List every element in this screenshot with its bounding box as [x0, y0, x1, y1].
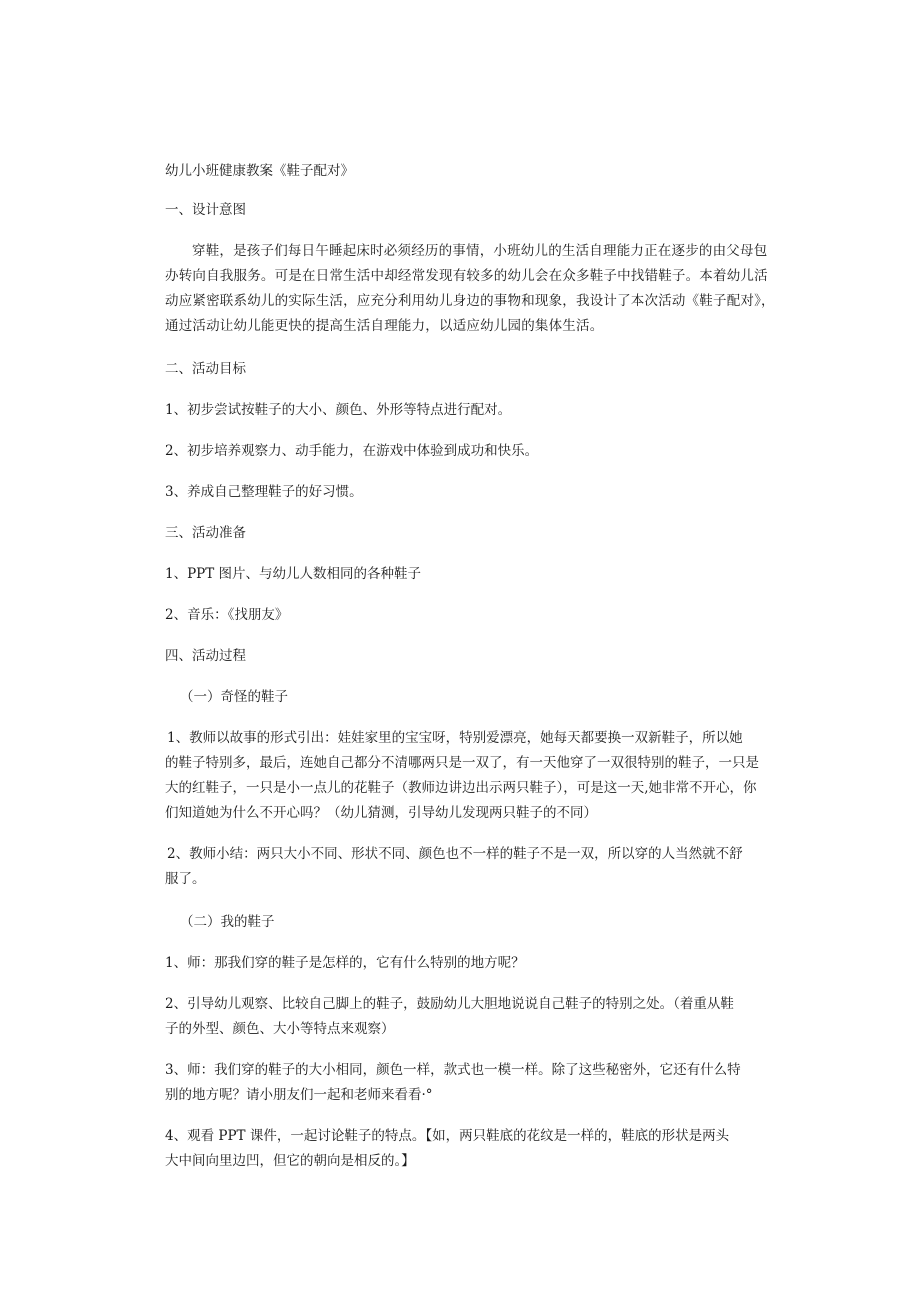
paragraph-line: 大的红鞋子，一只是小一点儿的花鞋子（教师边讲边出示两只鞋子），可是这一天,她非常不开心，你 — [165, 780, 757, 796]
section-heading-preparation: 三、活动准备 — [165, 525, 246, 541]
subsection-heading-strange-shoes: （一）奇怪的鞋子 — [180, 689, 288, 705]
paragraph-my-shoes-1: 1、师：那我们穿的鞋子是怎样的，它有什么特别的地方呢？ — [165, 955, 525, 971]
paragraph-line: 服了。 — [165, 871, 206, 887]
paragraph-line: 2、引导幼儿观察、比较自己脚上的鞋子，鼓励幼儿大胆地说说自己鞋子的特别之处。（着重从鞋 — [165, 996, 734, 1012]
paragraph-line: 穿鞋，是孩子们每日午睡起床时必须经历的事情，小班幼儿的生活自理能力正在逐步的由父母包 — [192, 243, 768, 259]
list-item-prep-1: 1、PPT 图片、与幼儿人数相同的各种鞋子 — [165, 566, 422, 582]
paragraph-line: 3、师：我们穿的鞋子的大小相同，颜色一样，款式也一模一样。除了这些秘密外，它还有什么特 — [165, 1062, 741, 1078]
list-item-goal-2: 2、初步培养观察力、动手能力，在游戏中体验到成功和快乐。 — [165, 443, 539, 459]
paragraph-line: 子的外型、颜色、大小等特点来观察） — [165, 1021, 395, 1037]
section-heading-process: 四、活动过程 — [165, 648, 246, 664]
paragraph-my-shoes-3 — [165, 1058, 795, 1108]
paragraph-process-2 — [165, 842, 795, 892]
paragraph-line: 大中间向里边凹，但它的朝向是相反的。】 — [165, 1153, 415, 1169]
document-body — [165, 159, 795, 1174]
paragraph-line: 们知道她为什么不开心吗？（幼儿猜测，引导幼儿发现两只鞋子的不同） — [165, 805, 597, 821]
paragraph-line: 4、观看 PPT 课件，一起讨论鞋子的特点。【如，两只鞋底的花纹是一样的，鞋底的形状是两头 — [165, 1128, 730, 1144]
paragraph-my-shoes-2 — [165, 992, 795, 1042]
paragraph-line: 的鞋子特别多，最后，连她自己都分不清哪两只是一双了，有一天他穿了一双很特别的鞋子，一只是 — [165, 755, 759, 771]
paragraph-process-1 — [165, 726, 795, 826]
list-item-goal-1: 1、初步尝试按鞋子的大小、颜色、外形等特点进行配对。 — [165, 402, 512, 418]
paragraph-line: 1、教师以故事的形式引出：娃娃家里的宝宝呀，特别爱漂亮，她每天都要换一双新鞋子，所以她 — [167, 730, 743, 746]
subsection-heading-my-shoes: （二）我的鞋子 — [180, 914, 275, 930]
paragraph-line: 2、教师小结：两只大小不同、形状不同、颜色也不一样的鞋子不是一双，所以穿的人当然就不舒 — [167, 846, 743, 862]
list-item-prep-2: 2、音乐：《找朋友》 — [165, 607, 289, 623]
document-title: 幼儿小班健康教案《鞋子配对》 — [165, 163, 354, 179]
paragraph-line: 动应紧密联系幼儿的实际生活，应充分利用幼儿身边的事物和现象，我设计了本次活动《鞋子配对》， — [165, 293, 775, 309]
paragraph-design-intent — [165, 239, 795, 339]
list-item-goal-3: 3、养成自己整理鞋子的好习惯。 — [165, 484, 363, 500]
section-heading-goals: 二、活动目标 — [165, 361, 246, 377]
paragraph-line: 别的地方呢？请小朋友们一起和老师来看看·° — [165, 1087, 433, 1103]
paragraph-my-shoes-4 — [165, 1124, 795, 1174]
paragraph-line: 办转向自我服务。可是在日常生活中却经常发现有较多的幼儿会在众多鞋子中找错鞋子。本着幼儿活 — [165, 268, 768, 284]
paragraph-line: 通过活动让幼儿能更快的提高生活自理能力，以适应幼儿园的集体生活。 — [165, 318, 604, 334]
section-heading-design-intent: 一、设计意图 — [165, 202, 246, 218]
